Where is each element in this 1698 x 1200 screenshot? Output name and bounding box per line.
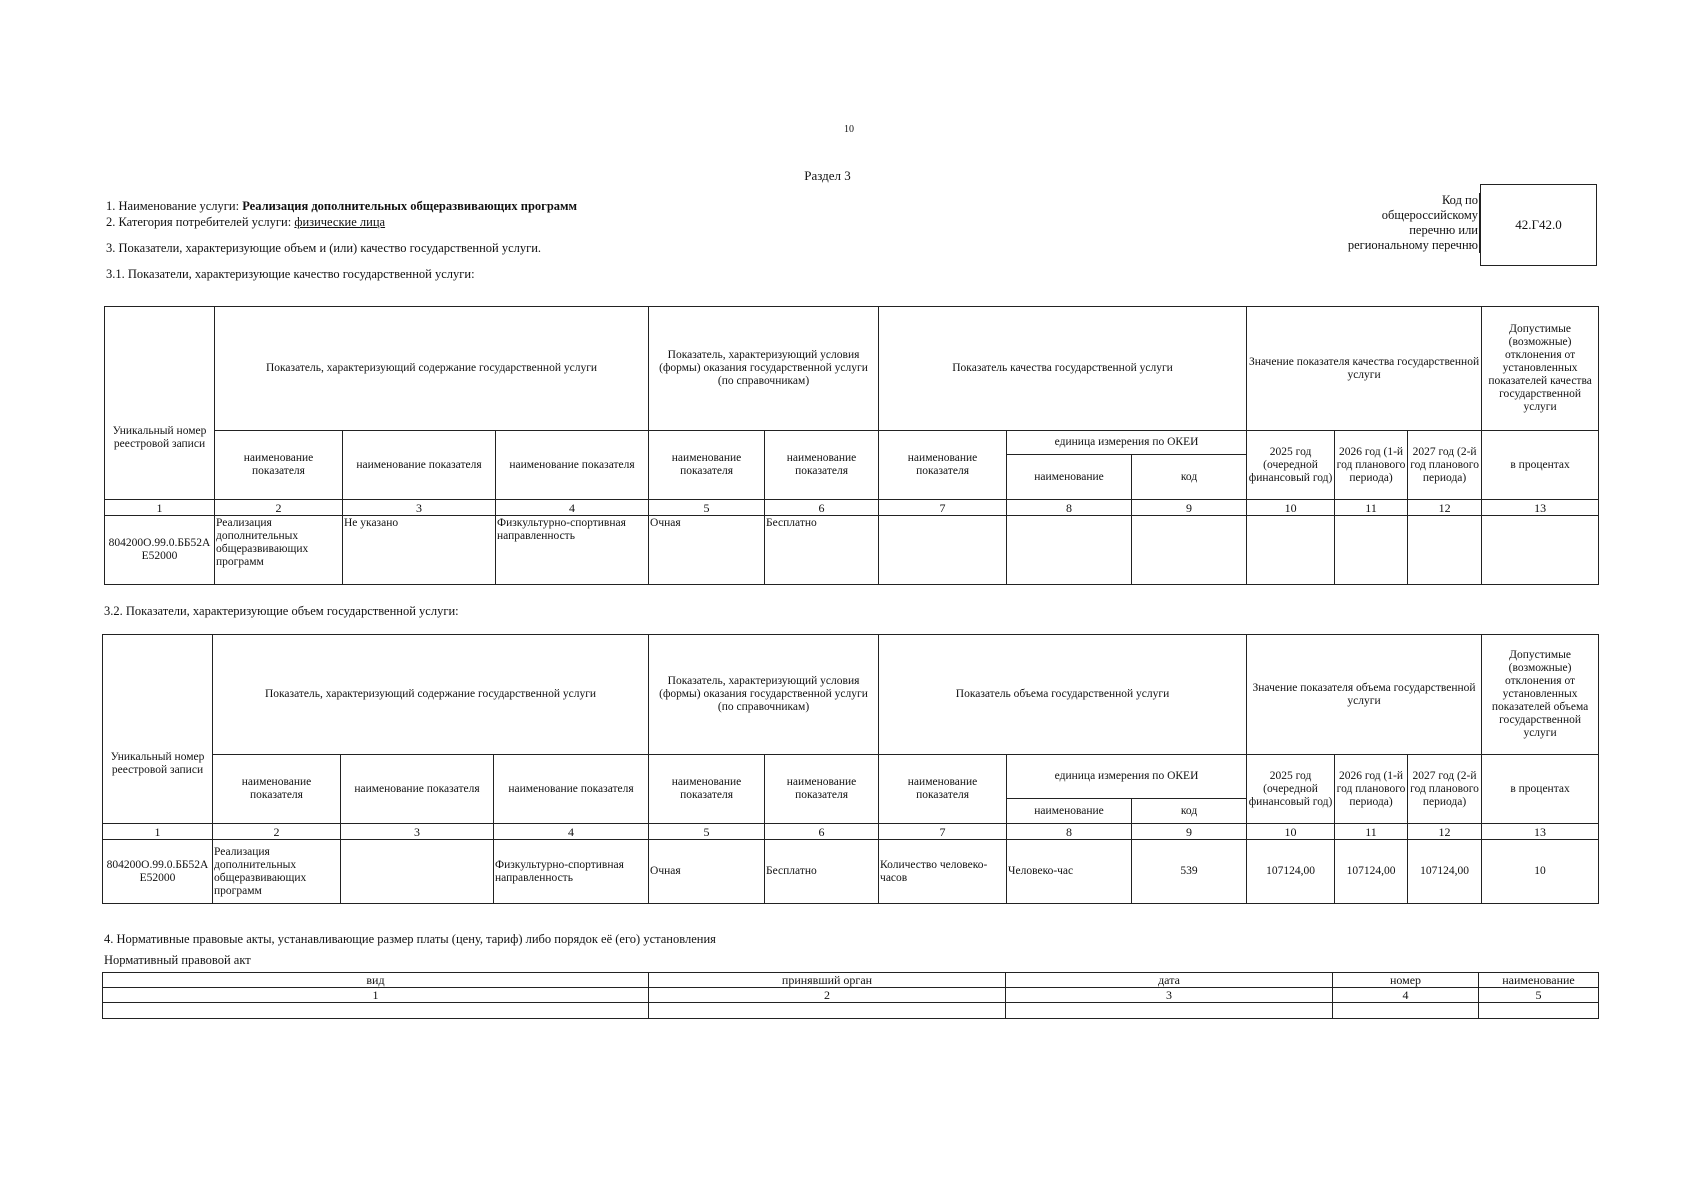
col-number: 3 [1006,988,1333,1003]
quality-header-deviation: Допустимые (возможные) отклонения от установленных показателей качества государственной услуги [1482,307,1599,431]
cell-direction: Физкультурно-спортивная направленность [494,840,649,904]
col-number: 12 [1408,824,1482,840]
legal-acts-table [102,972,1599,1019]
col-number: 2 [213,824,341,840]
col-number: 8 [1007,824,1132,840]
table-row [105,516,1599,585]
volume-header-conditions: Показатель, характеризующий условия (формы) оказания государственной услуги (по справочникам) [649,635,879,755]
volume-sub-indicator-name: наименование показателя [213,755,341,824]
cell-empty [1006,1003,1333,1019]
volume-heading: 3.2. Показатели, характеризующие объем государственной услуги: [104,604,459,618]
cell-unit-code: 539 [1132,840,1247,904]
col-number: 2 [215,500,343,516]
col-number: 4 [494,824,649,840]
service-name-value: Реализация дополнительных общеразвивающих программ [242,199,578,213]
quality-sub-unit-code: код [1132,455,1247,500]
code-label-line-4: региональному перечню [1347,238,1478,252]
cell-value-2025: 107124,00 [1247,840,1335,904]
cell-program: Реализация дополнительных общеразвивающих программ [215,516,343,585]
col-number: 10 [1247,824,1335,840]
cell-value-2026: 107124,00 [1335,840,1408,904]
col-number: 11 [1335,824,1408,840]
cell-form: Очная [649,840,765,904]
cell-empty [1247,516,1335,585]
table-row [103,840,1599,904]
consumer-category-label: 2. Категория потребителей услуги: [106,215,295,229]
npa-header-date: дата [1006,973,1333,988]
cell-payment: Бесплатно [765,840,879,904]
cell-value-2027: 107124,00 [1408,840,1482,904]
quality-sub-unit-name: наименование [1007,455,1132,500]
legal-acts-heading: 4. Нормативные правовые акты, устанавливающие размер платы (цену, тариф) либо порядок её (его) установления [104,932,716,946]
code-label-line-3: перечню или [1409,223,1478,237]
registry-number: 804200О.99.0.ББ52АЕ52000 [105,516,215,585]
code-label [1280,193,1480,253]
volume-sub-indicator-name: наименование показателя [879,755,1007,824]
col-number: 1 [105,500,215,516]
volume-sub-2027: 2027 год (2-й год планового периода) [1408,755,1482,824]
col-number: 8 [1007,500,1132,516]
cell-empty [879,516,1007,585]
cell-empty [1335,516,1408,585]
cell-empty [1408,516,1482,585]
col-number: 11 [1335,500,1408,516]
page-number: 10 [844,124,854,135]
npa-header-authority: принявший орган [649,973,1006,988]
quality-sub-2026: 2026 год (1-й год планового периода) [1335,431,1408,500]
col-number: 6 [765,500,879,516]
col-number: 2 [649,988,1006,1003]
col-number: 5 [649,500,765,516]
volume-sub-unit: единица измерения по ОКЕИ [1007,755,1247,799]
col-number: 6 [765,824,879,840]
quality-table [104,306,1599,585]
table-row [103,1003,1599,1019]
col-number: 12 [1408,500,1482,516]
cell-volume-indicator: Количество человеко-часов [879,840,1007,904]
code-label-line-2: общероссийскому [1381,208,1478,222]
quality-sub-indicator-name: наименование показателя [496,431,649,500]
cell-deviation-percent: 10 [1482,840,1599,904]
service-code-box: 42.Г42.0 [1480,184,1597,266]
col-number: 13 [1482,824,1599,840]
volume-sub-indicator-name: наименование показателя [765,755,879,824]
col-number: 9 [1132,824,1247,840]
volume-sub-2026: 2026 год (1-й год планового периода) [1335,755,1408,824]
col-number: 3 [343,500,496,516]
npa-header-title: наименование [1479,973,1599,988]
consumer-category-value: физические лица [294,215,386,229]
cell-program: Реализация дополнительных общеразвивающих программ [213,840,341,904]
volume-header-value: Значение показателя объема государственной услуги [1247,635,1482,755]
quality-sub-indicator-name: наименование показателя [879,431,1007,500]
col-number: 5 [649,824,765,840]
col-number: 5 [1479,988,1599,1003]
registry-number: 804200О.99.0.ББ52АЕ52000 [103,840,213,904]
quality-sub-unit: единица измерения по ОКЕИ [1007,431,1247,455]
cell-payment: Бесплатно [765,516,879,585]
quality-header-indicator: Показатель качества государственной услуги [879,307,1247,431]
volume-header-unique: Уникальный номер реестровой записи [103,635,213,824]
cell-indicator-3: Не указано [343,516,496,585]
quality-sub-2025: 2025 год (очередной финансовый год) [1247,431,1335,500]
quality-header-conditions: Показатель, характеризующий условия (формы) оказания государственной услуги (по справочникам) [649,307,879,431]
cell-unit-name: Человеко-час [1007,840,1132,904]
section-title: Раздел 3 [804,168,851,183]
cell-indicator-3 [341,840,494,904]
cell-empty [1007,516,1132,585]
indicators-heading: 3. Показатели, характеризующие объем и (или) качество государственной услуги. [106,241,542,255]
volume-sub-2025: 2025 год (очередной финансовый год) [1247,755,1335,824]
col-number: 4 [1333,988,1479,1003]
cell-empty [1479,1003,1599,1019]
npa-header-number: номер [1333,973,1479,988]
legal-act-label: Нормативный правовой акт [104,953,251,967]
service-name-line [106,199,577,214]
cell-direction: Физкультурно-спортивная направленность [496,516,649,585]
volume-sub-indicator-name: наименование показателя [341,755,494,824]
volume-header-deviation: Допустимые (возможные) отклонения от установленных показателей объема государственной услуги [1482,635,1599,755]
quality-sub-percent: в процентах [1482,431,1599,500]
col-number: 7 [879,824,1007,840]
volume-sub-unit-code: код [1132,799,1247,824]
consumer-category-line [106,215,385,230]
volume-header-indicator: Показатель объема государственной услуги [879,635,1247,755]
volume-header-content: Показатель, характеризующий содержание государственной услуги [213,635,649,755]
volume-sub-indicator-name: наименование показателя [649,755,765,824]
volume-sub-unit-name: наименование [1007,799,1132,824]
cell-empty [1482,516,1599,585]
col-number: 3 [341,824,494,840]
col-number: 10 [1247,500,1335,516]
service-name-label: 1. Наименование услуги: [106,199,243,213]
volume-table [102,634,1599,904]
quality-sub-indicator-name: наименование показателя [215,431,343,500]
cell-empty [1132,516,1247,585]
col-number: 9 [1132,500,1247,516]
npa-header-type: вид [103,973,649,988]
col-number: 4 [496,500,649,516]
quality-sub-indicator-name: наименование показателя [765,431,879,500]
col-number: 1 [103,988,649,1003]
quality-sub-2027: 2027 год (2-й год планового периода) [1408,431,1482,500]
cell-form: Очная [649,516,765,585]
col-number: 7 [879,500,1007,516]
cell-empty [103,1003,649,1019]
quality-heading: 3.1. Показатели, характеризующие качество государственной услуги: [106,267,475,281]
quality-sub-indicator-name: наименование показателя [649,431,765,500]
quality-header-value: Значение показателя качества государственной услуги [1247,307,1482,431]
quality-sub-indicator-name: наименование показателя [343,431,496,500]
volume-sub-indicator-name: наименование показателя [494,755,649,824]
col-number: 1 [103,824,213,840]
volume-sub-percent: в процентах [1482,755,1599,824]
code-label-line-1: Код по [1441,193,1478,207]
cell-empty [649,1003,1006,1019]
col-number: 13 [1482,500,1599,516]
cell-empty [1333,1003,1479,1019]
quality-header-unique: Уникальный номер реестровой записи [105,307,215,500]
quality-header-content: Показатель, характеризующий содержание государственной услуги [215,307,649,431]
